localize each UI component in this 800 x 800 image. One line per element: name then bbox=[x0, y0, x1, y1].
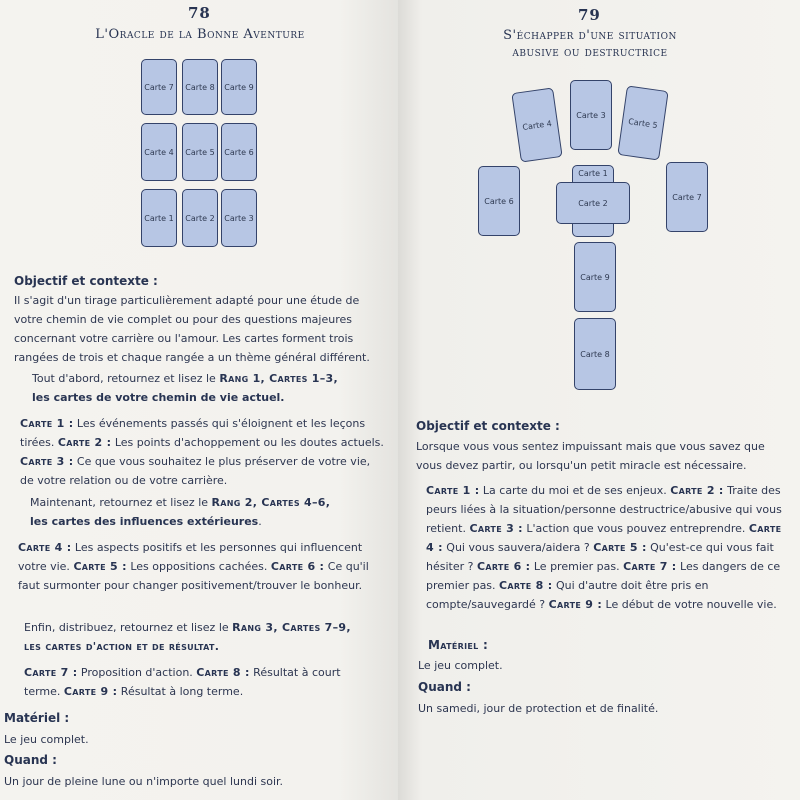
rang1-card-descriptions: Carte 1 : Les événements passés qui s'éloignent et les leçons tirées. Carte 2 : Les points d'achoppement ou les doutes actuels. Carte 3 : Ce que vous souhaitez le plus préserver de votre vie, de votre relation ou de votre carrière. bbox=[20, 417, 384, 487]
card-7: Carte 7 bbox=[666, 162, 708, 232]
card-1: Carte 1 bbox=[141, 189, 177, 247]
card-7: Carte 7 bbox=[141, 59, 177, 115]
page-title: L'Oracle de la Bonne Aventure bbox=[95, 27, 305, 42]
card-5: Carte 5 bbox=[182, 123, 218, 181]
page-number: 78 bbox=[188, 4, 211, 22]
rang2-instruction: Maintenant, retournez et lisez le Rang 2, Cartes 4–6, les cartes des influences extérieures. bbox=[30, 496, 331, 528]
card-9: Carte 9 bbox=[574, 242, 616, 312]
page-number: 79 bbox=[578, 6, 601, 24]
card-6: Carte 6 bbox=[221, 123, 257, 181]
card-8: Carte 8 bbox=[182, 59, 218, 115]
card-8: Carte 8 bbox=[574, 318, 616, 390]
card-4: Carte 4 bbox=[141, 123, 177, 181]
materiel-heading: Matériel : bbox=[428, 638, 489, 652]
rang3-card-descriptions: Carte 7 : Proposition d'action. Carte 8 : Résultat à court terme. Carte 9 : Résultat à long terme. bbox=[24, 666, 341, 698]
card-2: Carte 2 bbox=[182, 189, 218, 247]
card-4: Carte 4 bbox=[511, 87, 562, 162]
card-2: Carte 2 bbox=[556, 182, 630, 224]
materiel-text: Le jeu complet. bbox=[418, 659, 503, 672]
card-descriptions: Carte 1 : La carte du moi et de ses enjeux. Carte 2 : Traite des peurs liées à la situation/personne destructrice/abusive qui vous retient. Carte 3 : L'action que vous pouvez entreprendre. Carte 4 : Qui vous sauvera/aidera ? Carte 5 : Qu'est-ce qui vous fait hésiter ? Carte 6 : Le premier pas. Carte 7 : Les dangers de ce premier pas. Carte 8 : Qui d'autre doit être pris en compte/sauvegardé ? Carte 9 : Le début de votre nouvelle vie. bbox=[426, 484, 782, 611]
card-6: Carte 6 bbox=[478, 166, 520, 236]
card-1: Carte 1 bbox=[572, 165, 614, 237]
materiel-heading: Matériel : bbox=[4, 711, 70, 725]
card-3: Carte 3 bbox=[221, 189, 257, 247]
objective-heading: Objectif et contexte : bbox=[416, 419, 560, 433]
rang1-instruction: Tout d'abord, retournez et lisez le Rang 1, Cartes 1–3, les cartes de votre chemin de vie actuel. bbox=[32, 372, 338, 404]
card-5: Carte 5 bbox=[617, 85, 668, 160]
materiel-text: Le jeu complet. bbox=[4, 733, 89, 746]
rang3-instruction: Enfin, distribuez, retournez et lisez le Rang 3, Cartes 7–9, les cartes d'action et de résultat. bbox=[24, 621, 351, 653]
quand-heading: Quand : bbox=[418, 680, 471, 694]
objective-text: Lorsque vous vous sentez impuissant mais que vous savez que vous devez partir, ou lorsqu'un petit miracle est nécessaire. bbox=[416, 440, 765, 472]
left-page bbox=[0, 0, 398, 800]
quand-text: Un jour de pleine lune ou n'importe quel lundi soir. bbox=[4, 775, 284, 788]
card-3: Carte 3 bbox=[570, 80, 612, 150]
quand-text: Un samedi, jour de protection et de finalité. bbox=[418, 702, 659, 715]
objective-text: Il s'agit d'un tirage particulièrement adapté pour une étude de votre chemin de vie complet ou pour des questions majeures concernant votre carrière ou l'amour. Les cartes forment trois rangées de trois et chaque rangée a un thème général différent. bbox=[14, 294, 370, 364]
rang2-card-descriptions: Carte 4 : Les aspects positifs et les personnes qui influencent votre vie. Carte 5 : Les oppositions cachées. Carte 6 : Ce qu'il faut surmonter pour changer positivement/trouver le bonheur. bbox=[18, 541, 369, 592]
quand-heading: Quand : bbox=[4, 753, 57, 767]
objective-heading: Objectif et contexte : bbox=[14, 274, 158, 288]
card-9: Carte 9 bbox=[221, 59, 257, 115]
right-page bbox=[398, 0, 800, 800]
page-title: S'échapper d'une situation abusive ou destructrice bbox=[503, 28, 677, 60]
